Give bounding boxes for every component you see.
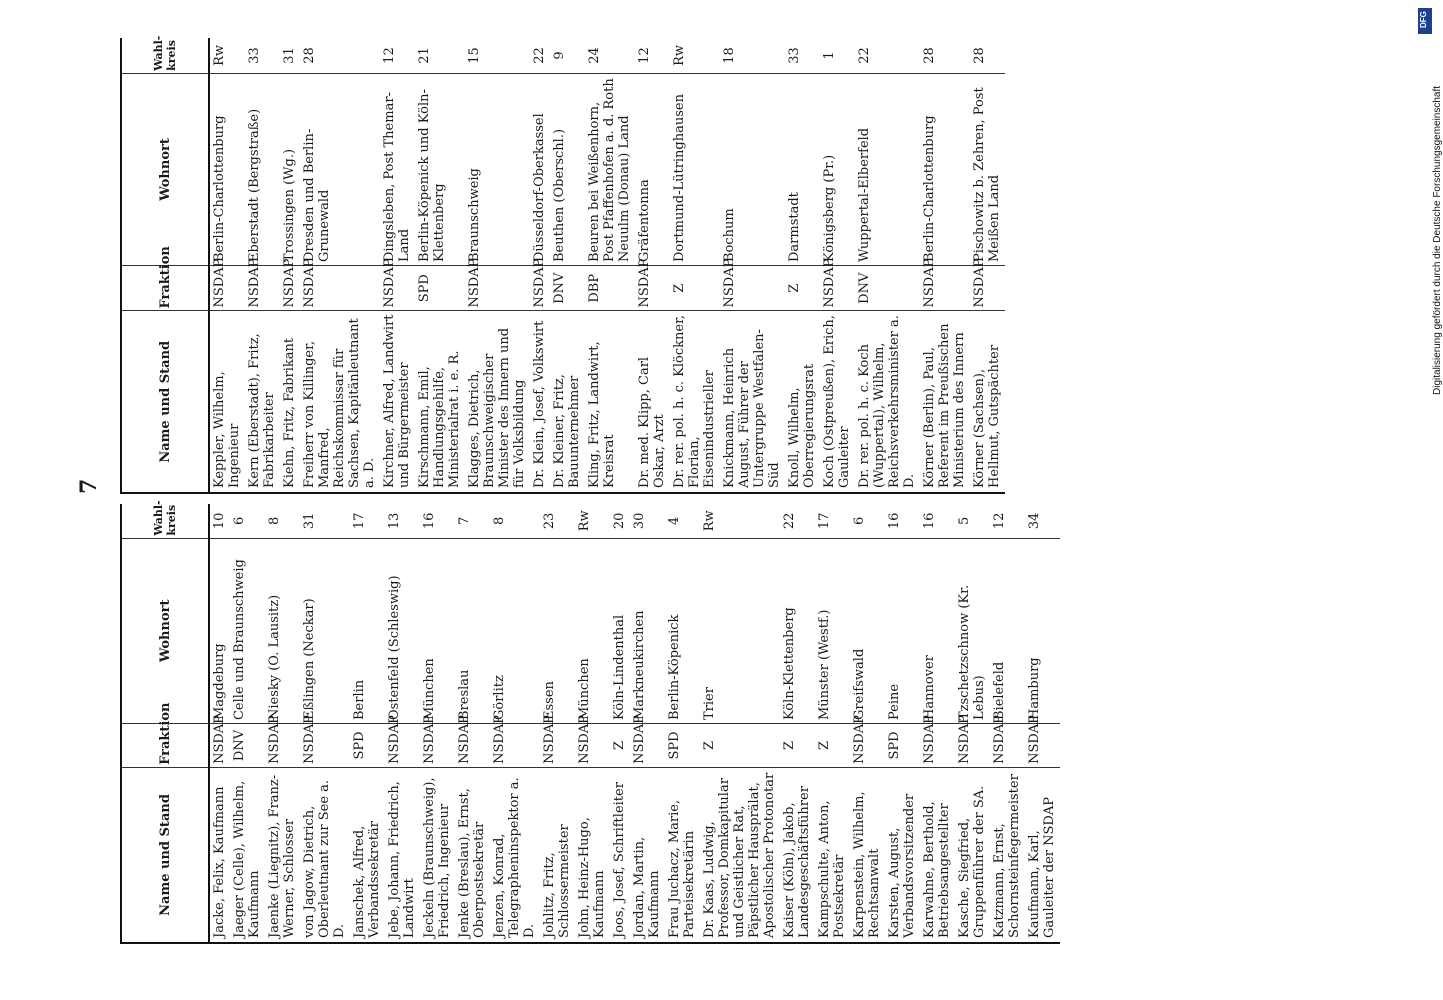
member-wahlkreis: 28 bbox=[972, 47, 987, 64]
member-wahlkreis: 12 bbox=[382, 47, 397, 64]
table-row bbox=[990, 504, 1025, 943]
table-row bbox=[209, 504, 230, 943]
member-name: Keppler, Wilhelm, Ingenieur bbox=[209, 311, 245, 493]
table-row bbox=[630, 504, 665, 943]
member-fraktion: NSDAP bbox=[455, 724, 490, 768]
member-name: John, Heinz-Hugo, Kaufmann bbox=[575, 767, 610, 943]
member-wohnort: München bbox=[420, 538, 455, 723]
member-wohnort: Eßlingen (Neckar) bbox=[300, 538, 350, 723]
member-name: Johlitz, Fritz, Schlossermeister bbox=[540, 767, 575, 943]
table-row bbox=[530, 38, 550, 493]
member-wohnort: Trossingen (Wg.) bbox=[280, 73, 300, 265]
left-table-body bbox=[209, 504, 1060, 943]
member-wohnort: Königsberg (Pr.) bbox=[820, 73, 855, 265]
member-wohnort: Dingsleben, Post Themar-Land bbox=[380, 73, 415, 265]
member-fraktion: NSDAP bbox=[465, 266, 530, 311]
table-row bbox=[300, 504, 350, 943]
member-wahlkreis: 10 bbox=[212, 512, 227, 530]
member-fraktion: Z bbox=[815, 724, 850, 768]
member-name: Katzmann, Ernst, Schornsteinfegermeister bbox=[990, 767, 1025, 943]
member-name: Karwahne, Berthold, Betriebsangestellter bbox=[920, 767, 955, 943]
member-name: Jacke, Felix, Kaufmann bbox=[209, 767, 230, 943]
member-fraktion: NSDAP bbox=[490, 724, 540, 768]
table-row bbox=[465, 38, 530, 493]
member-wohnort: Pischowitz b. Zehren, Post Meißen Land bbox=[970, 73, 1005, 265]
member-fraktion: SPD bbox=[415, 266, 465, 311]
table-row bbox=[245, 38, 280, 493]
member-wahlkreis: 16 bbox=[422, 512, 437, 530]
member-fraktion: Z bbox=[610, 724, 630, 768]
table-row bbox=[780, 504, 815, 943]
member-wahlkreis: 6 bbox=[852, 516, 867, 525]
member-wahlkreis: 15 bbox=[467, 47, 482, 64]
member-fraktion: DNV bbox=[230, 724, 265, 768]
member-name: Klagges, Dietrich, Braunschweigischer Minister des Innern und für Volksbildung bbox=[465, 311, 530, 493]
member-fraktion: NSDAP bbox=[380, 266, 415, 311]
member-name: Jordan, Martin, Kaufmann bbox=[630, 767, 665, 943]
member-name: Karpenstein, Wilhelm, Rechtsanwalt bbox=[850, 767, 885, 943]
member-fraktion: NSDAP bbox=[630, 724, 665, 768]
member-name: Koch (Ostpreußen), Erich, Gauleiter bbox=[820, 311, 855, 493]
member-fraktion: NSDAP bbox=[385, 724, 420, 768]
header-wohnort: Wohnort bbox=[121, 73, 209, 265]
member-wahlkreis: 33 bbox=[787, 47, 802, 64]
member-fraktion: SPD bbox=[885, 724, 920, 768]
member-name: Kasche, Siegfried, Gruppenführer der SA. bbox=[955, 767, 990, 943]
table-row bbox=[265, 504, 300, 943]
member-wohnort: Berlin bbox=[350, 538, 385, 723]
page-number: 7 bbox=[76, 478, 102, 494]
table-row bbox=[385, 504, 420, 943]
member-name: Jenke (Breslau), Ernst, Oberpostsekretär bbox=[455, 767, 490, 943]
member-wahlkreis: 24 bbox=[587, 47, 602, 64]
member-wahlkreis: 31 bbox=[302, 512, 317, 530]
member-name: Kern (Eberstadt), Fritz, Fabrikarbeiter bbox=[245, 311, 280, 493]
member-fraktion: NSDAP bbox=[1025, 724, 1060, 768]
member-wohnort: Tzschetzschnow (Kr. Lebus) bbox=[955, 538, 990, 723]
table-row bbox=[420, 504, 455, 943]
member-fraktion: NSDAP bbox=[280, 266, 300, 311]
member-wohnort: Köln-Lindenthal bbox=[610, 538, 630, 723]
table-row bbox=[490, 504, 540, 943]
member-wohnort: Berlin-Köpenick bbox=[665, 538, 700, 723]
member-wohnort: Görlitz bbox=[490, 538, 540, 723]
member-wahlkreis: Rw bbox=[672, 45, 687, 66]
table-row bbox=[920, 504, 955, 943]
member-name: Frau Juchacz, Marie, Parteisekretärin bbox=[665, 767, 700, 943]
table-row bbox=[635, 38, 670, 493]
member-name: Kirchner, Alfred, Landwirt und Bürgermeister bbox=[380, 311, 415, 493]
member-wahlkreis: 8 bbox=[492, 516, 507, 525]
table-row bbox=[209, 38, 245, 493]
member-wahlkreis: 6 bbox=[232, 516, 247, 525]
member-wohnort: Berlin-Köpenick und Köln-Klettenberg bbox=[415, 73, 465, 265]
header-fraktion: Fraktion bbox=[121, 724, 209, 768]
member-wahlkreis: 17 bbox=[352, 512, 367, 530]
member-fraktion: NSDAP bbox=[920, 724, 955, 768]
member-fraktion: NSDAP bbox=[820, 266, 855, 311]
member-name: Kaufmann, Karl, Gauleiter der NSDAP bbox=[1025, 767, 1060, 943]
member-fraktion: NSDAP bbox=[530, 266, 550, 311]
member-fraktion: NSDAP bbox=[540, 724, 575, 768]
member-name: Jaeger (Celle), Wilhelm, Kaufmann bbox=[230, 767, 265, 943]
member-wohnort: Celle und Braunschweig bbox=[230, 538, 265, 723]
member-fraktion: NSDAP bbox=[575, 724, 610, 768]
member-name: Jebe, Johann, Friedrich, Landwirt bbox=[385, 767, 420, 943]
member-fraktion: NSDAP bbox=[920, 266, 970, 311]
member-wahlkreis: 34 bbox=[1027, 512, 1042, 530]
header-name: Name und Stand bbox=[121, 311, 209, 493]
member-wahlkreis: 20 bbox=[612, 512, 627, 530]
digitization-note: Digitalisierung gefördert durch die Deutsche Forschungsgemeinschaft bbox=[1432, 85, 1443, 395]
member-wohnort: Dortmund-Lütringhausen bbox=[670, 73, 720, 265]
member-wohnort: Beuren bei Weißenhorn, Post Pfaffenhofen a. d. Roth Neuulm (Donau) Land bbox=[585, 73, 635, 265]
member-name: Karsten, August, Verbandsvorsitzender bbox=[885, 767, 920, 943]
member-wohnort: Magdeburg bbox=[209, 538, 230, 723]
member-wohnort: Münster (Westf.) bbox=[815, 538, 850, 723]
member-wahlkreis: 21 bbox=[417, 47, 432, 64]
member-wahlkreis: 30 bbox=[632, 512, 647, 530]
member-fraktion: SPD bbox=[665, 724, 700, 768]
table-row bbox=[300, 38, 380, 493]
member-wohnort: Köln-Klettenberg bbox=[780, 538, 815, 723]
member-name: Freiherr von Killinger, Manfred, Reichskommissar für Sachsen, Kapitänleutnant a. D. bbox=[300, 311, 380, 493]
member-wahlkreis: 16 bbox=[887, 512, 902, 530]
member-wahlkreis: 7 bbox=[457, 516, 472, 525]
member-wohnort: Beuthen (Oberschl.) bbox=[550, 73, 585, 265]
member-wohnort: Hamburg bbox=[1025, 538, 1060, 723]
member-fraktion: NSDAP bbox=[209, 724, 230, 768]
table-row bbox=[970, 38, 1005, 493]
member-wahlkreis: Rw bbox=[702, 510, 717, 532]
member-fraktion: NSDAP bbox=[300, 266, 380, 311]
member-wahlkreis: 4 bbox=[667, 516, 682, 525]
table-row bbox=[415, 38, 465, 493]
member-wohnort: Braunschweig bbox=[465, 73, 530, 265]
table-row bbox=[610, 504, 630, 943]
member-fraktion: NSDAP bbox=[300, 724, 350, 768]
member-wahlkreis: 22 bbox=[782, 512, 797, 530]
member-wahlkreis: 8 bbox=[267, 516, 282, 525]
table-row bbox=[885, 504, 920, 943]
member-fraktion: NSDAP bbox=[209, 266, 245, 311]
member-wahlkreis: 17 bbox=[817, 512, 832, 530]
member-name: Körner (Berlin), Paul, Referent im Preußischen Ministerium des Innern bbox=[920, 311, 970, 493]
table-row bbox=[585, 38, 635, 493]
member-wahlkreis: 28 bbox=[922, 47, 937, 64]
table-row bbox=[540, 504, 575, 943]
member-name: Kaiser (Köln), Jakob, Landesgeschäftsführer bbox=[780, 767, 815, 943]
members-table-right bbox=[120, 35, 1005, 494]
table-row bbox=[455, 504, 490, 943]
table-row bbox=[1025, 504, 1060, 943]
member-name: Joos, Josef, Schriftleiter bbox=[610, 767, 630, 943]
member-fraktion: NSDAP bbox=[245, 266, 280, 311]
right-table-body bbox=[209, 38, 1005, 493]
member-fraktion: NSDAP bbox=[850, 724, 885, 768]
table-row bbox=[855, 38, 920, 493]
table-row bbox=[700, 504, 780, 943]
member-wohnort: Breslau bbox=[455, 538, 490, 723]
member-wohnort: Essen bbox=[540, 538, 575, 723]
member-fraktion: NSDAP bbox=[635, 266, 670, 311]
member-wohnort: Niesky (O. Lausitz) bbox=[265, 538, 300, 723]
member-wahlkreis: 5 bbox=[957, 516, 972, 525]
member-name: von Jagow, Dietrich, Oberleutnant zur See a. D. bbox=[300, 767, 350, 943]
member-wohnort: Gräfentonna bbox=[635, 73, 670, 265]
member-name: Knoll, Wilhelm, Oberregierungsrat bbox=[785, 311, 820, 493]
header-wahlkreis: Wahl-kreis bbox=[121, 38, 209, 73]
member-wahlkreis: Rw bbox=[212, 45, 227, 66]
member-wahlkreis: 9 bbox=[552, 51, 567, 60]
member-wahlkreis: 22 bbox=[857, 47, 872, 64]
table-row bbox=[665, 504, 700, 943]
header-name: Name und Stand bbox=[121, 767, 209, 943]
table-row bbox=[230, 504, 265, 943]
member-wohnort: Berlin-Charlottenburg bbox=[209, 73, 245, 265]
member-name: Körner (Sachsen), Hellmut, Gutspächter bbox=[970, 311, 1005, 493]
member-wohnort: Wuppertal-Elberfeld bbox=[855, 73, 920, 265]
members-table-left bbox=[120, 500, 1060, 944]
member-fraktion: Z bbox=[700, 724, 780, 768]
member-name: Janschek, Alfred, Verbandssekretär bbox=[350, 767, 385, 943]
header-wahlkreis: Wahl-kreis bbox=[121, 504, 209, 538]
member-wohnort: Ostenfeld (Schleswig) bbox=[385, 538, 420, 723]
header-fraktion: Fraktion bbox=[121, 266, 209, 311]
member-wahlkreis: 22 bbox=[532, 47, 547, 64]
table-row bbox=[720, 38, 785, 493]
member-name: Dr. Klein, Josef, Volkswirt bbox=[530, 311, 550, 493]
member-wohnort: Eberstadt (Bergstraße) bbox=[245, 73, 280, 265]
table-row bbox=[280, 38, 300, 493]
table-row bbox=[785, 38, 820, 493]
member-fraktion: Z bbox=[780, 724, 815, 768]
table-row bbox=[575, 504, 610, 943]
member-fraktion: Z bbox=[670, 266, 720, 311]
member-fraktion: DNV bbox=[550, 266, 585, 311]
header-wohnort: Wohnort bbox=[121, 538, 209, 723]
table-row bbox=[350, 504, 385, 943]
member-wahlkreis: 31 bbox=[282, 47, 297, 64]
member-wohnort: Hannover bbox=[920, 538, 955, 723]
member-name: Jeckeln (Braunschweig), Friedrich, Ingenieur bbox=[420, 767, 455, 943]
member-wohnort: Berlin-Charlottenburg bbox=[920, 73, 970, 265]
member-wahlkreis: 28 bbox=[302, 47, 317, 64]
member-wahlkreis: 18 bbox=[722, 47, 737, 64]
member-name: Jaenke (Liegnitz), Franz-Werner, Schlosser bbox=[265, 767, 300, 943]
member-fraktion: NSDAP bbox=[420, 724, 455, 768]
member-name: Dr. Kaas, Ludwig, Professor, Domkapitular und Geistlicher Rat, Päpstlicher Hausprälat, Apostolischer Protonotar bbox=[700, 767, 780, 943]
member-wahlkreis: 1 bbox=[822, 51, 837, 60]
member-wohnort: Bielefeld bbox=[990, 538, 1025, 723]
member-wohnort: Bochum bbox=[720, 73, 785, 265]
member-name: Jenzen, Konrad, Telegrapheninspektor a. D. bbox=[490, 767, 540, 943]
member-wohnort: Dresden und Berlin-Grunewald bbox=[300, 73, 380, 265]
member-wohnort: Düsseldorf-Oberkassel bbox=[530, 73, 550, 265]
table-row bbox=[850, 504, 885, 943]
table-row bbox=[920, 38, 970, 493]
member-wahlkreis: 23 bbox=[542, 512, 557, 530]
member-fraktion: NSDAP bbox=[265, 724, 300, 768]
member-name: Kampschulte, Anton, Postsekretär bbox=[815, 767, 850, 943]
member-name: Dr. Kleiner, Fritz, Bauunternehmer bbox=[550, 311, 585, 493]
member-fraktion: DBP bbox=[585, 266, 635, 311]
member-name: Dr. rer. pol. h. c. Koch (Wuppertal), Wilhelm, Reichsverkehrsminister a. D. bbox=[855, 311, 920, 493]
member-fraktion: NSDAP bbox=[990, 724, 1025, 768]
table-row bbox=[550, 38, 585, 493]
member-fraktion: NSDAP bbox=[955, 724, 990, 768]
member-fraktion: Z bbox=[785, 266, 820, 311]
table-row bbox=[815, 504, 850, 943]
member-wahlkreis: 33 bbox=[247, 47, 262, 64]
table-row bbox=[820, 38, 855, 493]
member-name: Dr. med. Klipp, Carl Oskar, Arzt bbox=[635, 311, 670, 493]
member-fraktion: NSDAP bbox=[720, 266, 785, 311]
member-wohnort: Markneukirchen bbox=[630, 538, 665, 723]
member-fraktion: DNV bbox=[855, 266, 920, 311]
member-name: Kirschmann, Emil, Handlungsgehilfe, Ministerialrat i. e. R. bbox=[415, 311, 465, 493]
member-wahlkreis: 13 bbox=[387, 512, 402, 530]
member-wahlkreis: 16 bbox=[922, 512, 937, 530]
dfg-logo: DFG bbox=[1418, 8, 1432, 34]
member-fraktion: NSDAP bbox=[970, 266, 1005, 311]
table-row bbox=[380, 38, 415, 493]
member-name: Kiehn, Fritz, Fabrikant bbox=[280, 311, 300, 493]
table-row bbox=[955, 504, 990, 943]
member-wahlkreis: 12 bbox=[637, 47, 652, 64]
table-row bbox=[670, 38, 720, 493]
member-name: Dr. rer. pol. h. c. Klöckner, Florian, Eisenindustrieller bbox=[670, 311, 720, 493]
member-fraktion: SPD bbox=[350, 724, 385, 768]
member-wohnort: München bbox=[575, 538, 610, 723]
member-name: Knickmann, Heinrich August, Führer der Untergruppe Westfalen-Süd bbox=[720, 311, 785, 493]
member-wohnort: Greifswald bbox=[850, 538, 885, 723]
member-wahlkreis: 12 bbox=[992, 512, 1007, 530]
member-wohnort: Peine bbox=[885, 538, 920, 723]
member-name: Kling, Fritz, Landwirt, Kreisrat bbox=[585, 311, 635, 493]
member-wahlkreis: Rw bbox=[577, 510, 592, 532]
member-wohnort: Darmstadt bbox=[785, 73, 820, 265]
member-wohnort: Trier bbox=[700, 538, 780, 723]
